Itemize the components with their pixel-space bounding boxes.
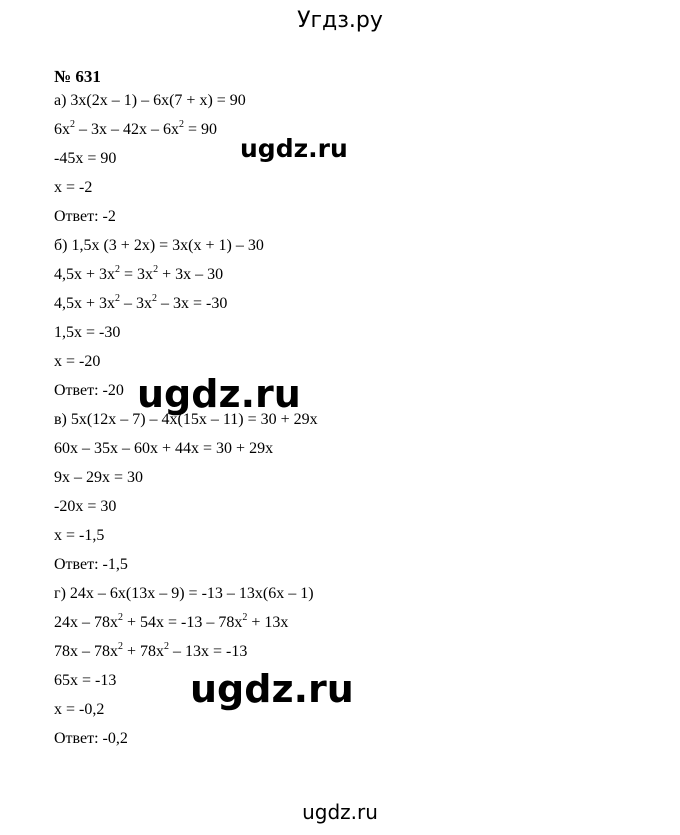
equation-text: = 90 [184,121,218,138]
site-footer: ugdz.ru [302,800,378,824]
equation-text: x = -0,2 [54,701,105,718]
solution-line [54,236,474,265]
solution-line [54,729,474,758]
equation-text: Ответ: -1,5 [54,556,128,573]
solution-line [54,555,474,584]
equation-text: – 3x [120,295,153,312]
solution-line [54,178,474,207]
equation-text: x = -1,5 [54,527,105,544]
equation-text: Ответ: -0,2 [54,730,128,747]
solution-line [54,207,474,236]
equation-text: – 13x = -13 [169,643,248,660]
equation-text: б) 1,5x (3 + 2x) = 3x(x + 1) – 30 [54,237,264,254]
equation-text: Ответ: -2 [54,208,116,225]
watermark: ugdz.ru [240,134,348,163]
exponent: 2 [179,119,184,130]
equation-text: – 3x = -30 [157,295,228,312]
watermark: ugdz.ru [137,372,301,416]
solution-line [54,91,474,120]
equation-text: + 78x [123,643,165,660]
site-header: Угдз.ру [297,8,383,33]
equation-text: 1,5x = -30 [54,324,121,341]
solution-line [54,468,474,497]
exponent: 2 [164,641,170,652]
equation-text: + 13x [247,614,289,631]
equation-text: 4,5x + 3x [54,295,116,312]
exponent: 2 [152,293,158,304]
exponent: 2 [115,293,121,304]
equation-text: г) 24x – 6x(13x – 9) = -13 – 13x(6x – 1) [54,585,314,602]
equation-text: 78x – 78x [54,643,118,660]
equation-text: – 3x – 42x – 6x [75,121,179,138]
equation-text: -45x = 90 [54,150,117,167]
equation-text: 65x = -13 [54,672,117,689]
exponent: 2 [153,264,159,275]
solution-line [54,439,474,468]
equation-text: 60x – 35x – 60x + 44x = 30 + 29x [54,440,274,457]
equation-text: 9x – 29x = 30 [54,469,144,486]
equation-text: x = -2 [54,179,93,196]
watermark: ugdz.ru [190,667,354,711]
solution-line [54,323,474,352]
equation-text: -20x = 30 [54,498,117,515]
equation-text: в) 5x(12x – 7) – 4x(15x – 11) = 30 + 29x [54,411,318,428]
equation-text: x = -20 [54,353,101,370]
equation-text: + 54x = -13 – 78x [123,614,243,631]
exponent: 2 [115,264,121,275]
exponent: 2 [118,612,123,623]
exponent: 2 [118,641,123,652]
solution-line [54,497,474,526]
solution-line [54,613,474,642]
exponent: 2 [242,612,248,623]
solution-line [54,265,474,294]
solution-line [54,526,474,555]
solution-line [54,294,474,323]
solution-line [54,584,474,613]
equation-text: 4,5x + 3x [54,266,116,283]
equation-text: 6x [54,121,70,138]
solution-lines [54,91,474,758]
exponent: 2 [70,119,75,130]
problem-number: № 631 [54,67,101,86]
equation-text: = 3x [120,266,154,283]
equation-text: 24x – 78x [54,614,118,631]
equation-text: а) 3x(2x – 1) – 6x(7 + x) = 90 [54,92,246,109]
equation-text: Ответ: -20 [54,382,124,399]
equation-text: + 3x – 30 [158,266,224,283]
